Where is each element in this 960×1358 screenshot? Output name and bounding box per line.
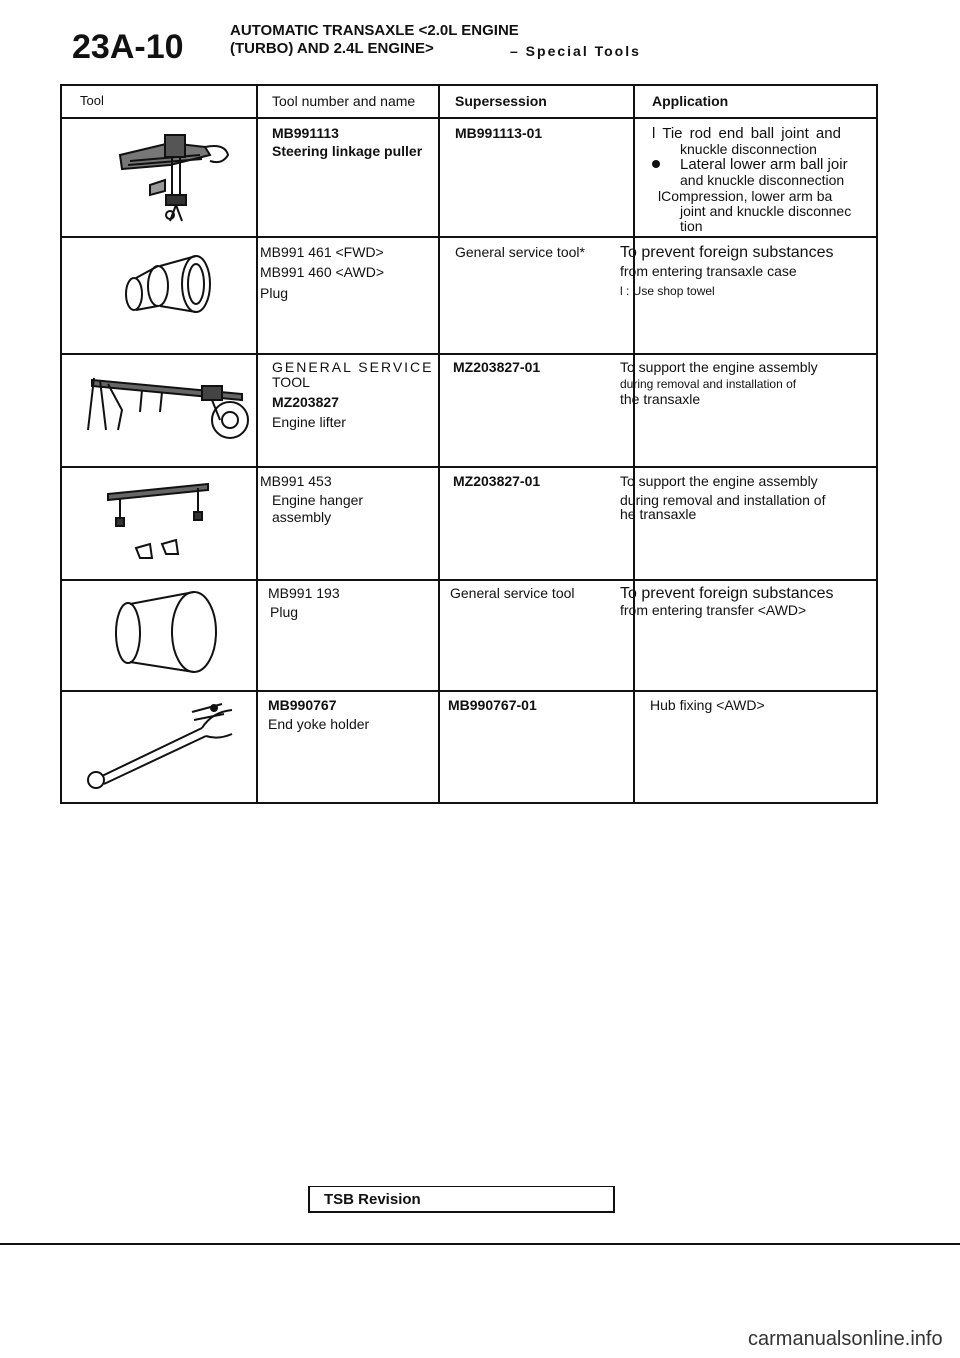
tsb-revision-box: [308, 1186, 615, 1213]
application-line: he transaxle: [620, 506, 697, 522]
supersession: MZ203827-01: [453, 473, 541, 489]
tool-number: MB991113: [272, 125, 339, 141]
bullet-icon: [652, 160, 660, 168]
application-line: from entering transaxle case: [620, 263, 797, 279]
application-line: the transaxle: [620, 391, 701, 407]
tool-number: MB990767: [268, 697, 337, 713]
supersession: General service tool: [450, 585, 575, 601]
application-line: l Tie rod end ball joint and: [652, 125, 841, 142]
tsb-revision-label: TSB Revision: [324, 1191, 421, 1208]
application-line: during removal and installation of: [620, 377, 797, 391]
tool-number: MZ203827: [272, 394, 339, 410]
application-line: knuckle disconnection: [680, 141, 817, 157]
row-rule: [60, 236, 878, 238]
supersession: MB991113-01: [455, 125, 543, 141]
tool-name: Steering linkage puller: [272, 143, 423, 159]
application-line: and knuckle disconnection: [680, 172, 845, 188]
column-header-tool-number: Tool number and name: [272, 93, 416, 109]
supersession: MZ203827-01: [453, 359, 541, 375]
tool-name: Plug: [270, 604, 299, 620]
application-line: To support the engine assembly: [620, 359, 818, 375]
tool-number: TOOL: [272, 374, 310, 390]
table-border-left: [60, 84, 62, 804]
application-line: l : Use shop towel: [620, 284, 715, 298]
row-rule: [60, 579, 878, 581]
tool-number: MB991 193: [268, 585, 340, 601]
application-line: during removal and installation of: [620, 492, 826, 508]
footer-rule: [0, 1243, 960, 1245]
header-rule: [60, 117, 878, 119]
tool-number: MB991 453: [260, 473, 332, 489]
end-yoke-holder-illustration: [82, 700, 242, 795]
watermark: carmanualsonline.info: [748, 1328, 943, 1350]
steering-linkage-puller-illustration: [110, 125, 240, 225]
column-header-application: Application: [652, 93, 729, 109]
tool-number: MB991 461 <FWD>: [260, 244, 384, 260]
tool-name: Engine lifter: [272, 414, 346, 430]
supersession: General service tool*: [455, 244, 585, 260]
table-top-rule: [60, 84, 878, 86]
tool-name: assembly: [272, 509, 332, 525]
page-number: 23A-10: [72, 28, 184, 66]
application-line: tion: [680, 218, 703, 234]
tool-number: GENERAL SERVICE: [272, 359, 434, 375]
application-line: joint and knuckle disconnec: [680, 203, 852, 219]
application-line: from entering transfer <AWD>: [620, 602, 807, 618]
application-line: To prevent foreign substances: [620, 585, 834, 602]
column-divider: [256, 86, 258, 804]
page-title-line2: (TURBO) AND 2.4L ENGINE>: [230, 40, 434, 57]
row-rule: [60, 353, 878, 355]
supersession: MB990767-01: [448, 697, 537, 713]
tool-name: End yoke holder: [268, 716, 370, 732]
application-line: To prevent foreign substances: [620, 244, 834, 261]
column-divider: [633, 86, 635, 804]
application-line: lCompression, lower arm ba: [658, 188, 833, 204]
tool-number: MB991 460 <AWD>: [260, 264, 384, 280]
table-bottom-rule: [60, 802, 878, 804]
column-header-supersession: Supersession: [455, 93, 547, 109]
application-line: To support the engine assembly: [620, 473, 818, 489]
engine-hanger-illustration: [100, 478, 220, 568]
plug-illustration: [118, 248, 218, 338]
plug-awd-illustration: [104, 586, 224, 678]
engine-lifter-illustration: [82, 360, 252, 450]
application-line: Lateral lower arm ball joir: [680, 156, 848, 173]
tool-name: Plug: [260, 285, 289, 301]
section-title: – Special Tools: [510, 43, 641, 59]
row-rule: [60, 690, 878, 692]
row-rule: [60, 466, 878, 468]
application-line: Hub fixing <AWD>: [650, 697, 765, 713]
page-title-line1: AUTOMATIC TRANSAXLE <2.0L ENGINE: [230, 22, 519, 39]
tool-name: Engine hanger: [272, 492, 364, 508]
column-header-tool: Tool: [80, 93, 104, 108]
table-border-right: [876, 84, 878, 804]
column-divider: [438, 86, 440, 804]
